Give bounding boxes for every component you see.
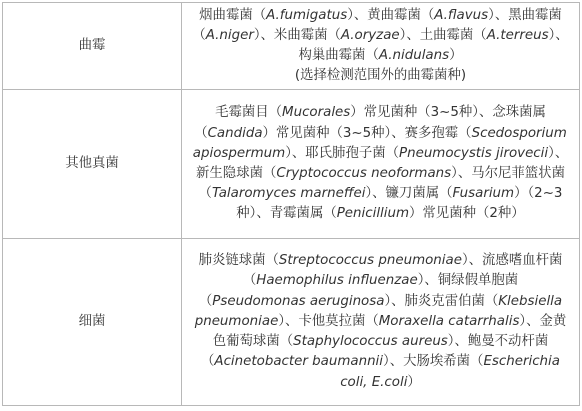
text-segment: ）、流感嗜血杆菌（ xyxy=(242,253,563,289)
text-segment: ）、耶氏肺孢子菌（ xyxy=(285,145,400,161)
pathogen-list-cell xyxy=(182,239,580,406)
scientific-name: A.oryzae xyxy=(340,27,400,43)
scientific-name: A.flavus xyxy=(434,7,489,23)
text-segment: ）、肺炎克雷伯菌（ xyxy=(384,293,499,309)
text-segment: ）、新生隐球菌（ xyxy=(196,145,569,181)
text-segment: ）、土曲霉菌（ xyxy=(399,27,487,43)
text-segment: ）、米曲霉菌（ xyxy=(253,27,341,43)
text-segment: ）、黄曲霉菌（ xyxy=(347,7,435,23)
scientific-name: Talaromyces marneffei xyxy=(211,186,366,202)
text-segment: ）、鲍曼不动杆菌（ xyxy=(201,334,549,370)
category-cell: 细菌 xyxy=(3,239,182,406)
category-cell: 曲霉 xyxy=(3,3,182,90)
text-segment: ）、马尔尼菲篮状菌（ xyxy=(198,166,565,202)
scientific-name: Streptococcus pneumoniae xyxy=(278,253,462,269)
text-segment: ）常见菌种（2种） xyxy=(409,206,525,222)
scientific-name: Escherichia coli, E.coli xyxy=(340,354,560,390)
text-segment: ）、金黄色葡萄球菌（ xyxy=(212,313,567,350)
scientific-name: Fusarium xyxy=(452,186,515,202)
scientific-name: Candida xyxy=(207,125,263,141)
text-segment: ）（2~3种）、青霉菌属（ xyxy=(236,186,563,222)
scientific-name: A.fumigatus xyxy=(266,7,348,23)
scientific-name: Pseudomonas aeruginosa xyxy=(212,293,385,309)
pathogen-table xyxy=(2,2,580,406)
scientific-name: Klebsiella pneumoniae xyxy=(194,293,563,329)
scientific-name: Moraxella catarrhalis xyxy=(378,313,520,329)
scientific-name: Scedosporium apiospermum xyxy=(192,125,567,161)
scientific-name: Mucorales xyxy=(282,105,351,121)
text-segment: 肺炎链球菌（ xyxy=(198,253,279,269)
text-segment: 毛霉菌目（ xyxy=(215,105,283,121)
scientific-name: Haemophilus influenzae xyxy=(256,273,418,289)
text-segment: ）、镰刀菌属（ xyxy=(365,186,453,202)
text-segment: ）、大肠埃希菌（ xyxy=(383,354,484,370)
text-segment: ） xyxy=(407,374,421,390)
pathogen-list-cell xyxy=(182,3,580,90)
text-segment: ）、铜绿假单胞菌（ xyxy=(198,273,519,309)
scientific-name: Pneumocystis jirovecii xyxy=(399,145,549,161)
text-segment: ） xyxy=(449,48,463,63)
pathogen-list-cell xyxy=(182,90,580,239)
text-segment: ）、卡他莫拉菌（ xyxy=(278,313,379,329)
scientific-name: Staphylococcus aureus xyxy=(293,334,448,350)
scientific-name: Cryptococcus neoformans xyxy=(276,166,452,181)
text-segment: ）常见菌种（3~5种）、念珠菌属（ xyxy=(194,105,546,141)
scientific-name: Acinetobacter baumannii xyxy=(214,354,383,370)
text-segment: 烟曲霉菌（ xyxy=(199,7,267,23)
table-row xyxy=(3,90,580,239)
text-segment: ）、构巢曲霉菌（ xyxy=(298,27,569,63)
scientific-name: A.niger xyxy=(205,27,254,43)
table-row xyxy=(3,239,580,406)
scientific-name: Penicillium xyxy=(336,206,410,222)
scientific-name: A.nidulans xyxy=(378,48,450,63)
table-row xyxy=(3,3,580,90)
text-segment: ）常见菌种（3~5种）、赛多孢霉（ xyxy=(262,125,472,141)
text-segment: (选择检测范围外的曲霉菌种) xyxy=(294,68,467,84)
text-segment: ）、黑曲霉菌（ xyxy=(192,7,562,43)
category-cell: 其他真菌 xyxy=(3,90,182,239)
scientific-name: A.terreus xyxy=(486,27,549,43)
